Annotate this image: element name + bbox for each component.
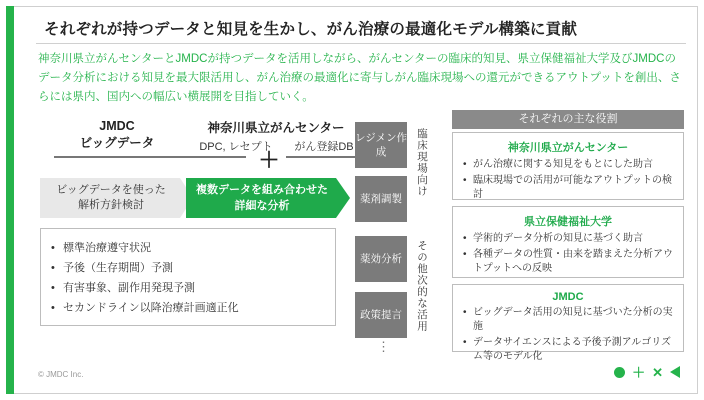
list-item: • セカンドライン以降治療計画適正化 <box>63 298 327 318</box>
lead-paragraph: 神奈川県立がんセンターとJMDCが持つデータを活用しながら、がんセンターの臨床的知見、県立保健福祉大学及びJMDCのデータ分析における知見を最大限活用し、がん治療の最適化に寄与しがん臨床現場への還元ができるアウトプットを創出、さらには県内、国内への幅広い横展開を目指していく。 <box>38 53 681 103</box>
list-item: • 臨床現場での活用が可能なアウトプットの検討 <box>473 174 675 202</box>
footer-logo-marks <box>614 366 680 378</box>
process-box-regimen: レジメン作成 <box>355 122 407 168</box>
registry-underline <box>286 156 362 158</box>
close-icon: ✕ <box>652 364 663 380</box>
analysis-bullet-box <box>40 228 336 326</box>
gray-arrow-line2: 解析方針検討 <box>78 199 144 211</box>
jmdc-underline <box>54 156 180 158</box>
list-item: • 有害事象、副作用発現予測 <box>63 278 327 298</box>
gray-arrow-label <box>42 183 180 213</box>
source-plus-sign: ＋ <box>258 149 280 172</box>
role-card-title: 県立保健福祉大学 <box>524 216 612 228</box>
process-box-efficacy: 薬効分析 <box>355 236 407 282</box>
green-arrow-label <box>182 182 342 214</box>
list-item: • 学術的データ分析の知見に基づく助言 <box>473 232 675 246</box>
jmdc-bigdata-label-line1: JMDC <box>99 119 135 133</box>
list-item: • がん治療に関する知見をもとにした助言 <box>473 158 675 172</box>
gray-arrow-line1: ビッグデータを使った <box>56 184 166 196</box>
roles-panel-header: それぞれの主な役割 <box>452 110 684 129</box>
process-box-policy: 政策提言 <box>355 292 407 338</box>
triangle-left-icon <box>670 366 680 378</box>
role-card-list <box>453 232 683 276</box>
kanagawa-center-label: 神奈川県立がんセンター <box>207 121 345 135</box>
list-item: • 予後（生存期間）予測 <box>63 258 327 278</box>
green-arrow-line2: 詳細な分析 <box>234 200 290 212</box>
page-title: それぞれが持つデータと知見を生かし、がん治療の最適化モデル構築に貢献 <box>44 21 578 38</box>
role-card-list <box>453 306 683 364</box>
source-dpc-label: DPC, レセプト <box>199 141 273 153</box>
group-label-clinical-text: 臨床現場向け <box>416 128 428 197</box>
role-card-cancer-center <box>452 132 684 200</box>
role-card-title: 神奈川県立がんセンター <box>507 142 629 154</box>
role-card-university <box>452 206 684 278</box>
role-card-title: JMDC <box>552 291 584 303</box>
analysis-bullet-list <box>41 229 335 318</box>
circle-icon <box>614 367 625 378</box>
source-registry-label: がん登録DB <box>294 141 354 153</box>
accent-bar <box>6 6 14 394</box>
more-items-indicator: ⋮ <box>377 339 390 354</box>
plus-icon: ＋ <box>632 364 646 380</box>
green-arrow-line1: 複数データを組み合わせた <box>196 184 328 196</box>
group-label-other-text: その他次的な活用 <box>416 240 428 332</box>
list-item: • 標準治療遵守状況 <box>63 238 327 258</box>
jmdc-bigdata-label-line2: ビッグデータ <box>79 136 155 150</box>
process-box-drug-prep: 薬剤調製 <box>355 176 407 222</box>
dpc-underline <box>178 156 246 158</box>
list-item: • データサイエンスによる予後予測アルゴリズム等のモデル化 <box>473 336 675 364</box>
list-item: • ビッグデータ活用の知見に基づいた分析の実施 <box>473 306 675 334</box>
jmdc-bigdata-label <box>62 118 172 152</box>
group-label-clinical <box>412 128 432 200</box>
role-card-list <box>453 158 683 202</box>
group-label-other <box>412 240 432 335</box>
copyright-text: © JMDC Inc. <box>38 370 84 379</box>
role-card-jmdc <box>452 284 684 362</box>
list-item: • 各種データの性質・由来を踏まえた分析アウトプットへの反映 <box>473 248 675 276</box>
title-divider <box>36 43 686 44</box>
